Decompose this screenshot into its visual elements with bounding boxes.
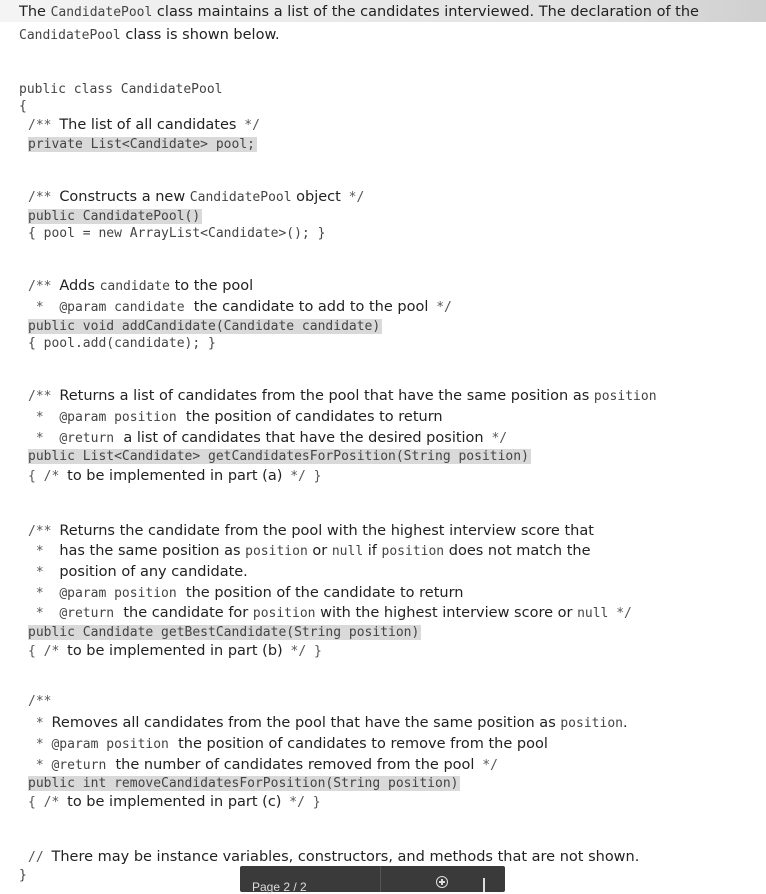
- best-comment-line-3: * position of any candidate.: [28, 564, 248, 580]
- page-indicator: Page 2 / 2: [252, 880, 307, 894]
- footer-comment: // There may be instance variables, constructors, and methods that are not shown.: [28, 849, 640, 865]
- pool-field: private List<Candidate> pool;: [28, 137, 255, 152]
- best-signature: public Candidate getBestCandidate(String position): [28, 625, 420, 640]
- getpos-comment-line-3: * @return a list of candidates that have the desired position */: [28, 430, 508, 446]
- add-body: { pool.add(candidate); }: [28, 336, 216, 351]
- toolbar-divider: [380, 866, 381, 892]
- best-body: { /* to be implemented in part (b) */ }: [28, 643, 322, 659]
- remove-comment-line-3: * @return the number of candidates removed from the pool */: [28, 757, 498, 773]
- page-toolbar[interactable]: [240, 866, 505, 892]
- getpos-signature: public List<Candidate> getCandidatesForPosition(String position): [28, 449, 529, 464]
- remove-comment-open: /**: [28, 694, 52, 709]
- zoom-in-icon[interactable]: [436, 876, 448, 888]
- best-comment-line-1: /** Returns the candidate from the pool with the highest interview score that: [28, 523, 594, 539]
- remove-comment-line-1: * Removes all candidates from the pool that have the same position as position.: [28, 715, 628, 731]
- open-brace: {: [19, 99, 27, 114]
- zoom-out-icon[interactable]: [483, 878, 485, 892]
- add-signature: public void addCandidate(Candidate candidate): [28, 319, 381, 334]
- remove-body: { /* to be implemented in part (c) */ }: [28, 794, 321, 810]
- pool-comment: /** The list of all candidates */: [28, 117, 260, 133]
- add-comment-line-1: /** Adds candidate to the pool: [28, 278, 254, 294]
- getpos-comment-line-2: * @param position the position of candidates to return: [28, 409, 443, 425]
- constructor-body: { pool = new ArrayList<Candidate>(); }: [28, 226, 326, 241]
- best-comment-line-4: * @param position the position of the candidate to return: [28, 585, 464, 601]
- intro-code: CandidatePool: [50, 5, 153, 20]
- close-brace: }: [19, 868, 27, 883]
- best-comment-line-2: * has the same position as position or null if position does not match the: [28, 543, 591, 559]
- best-comment-line-5: * @return the candidate for position with the highest interview score or null */: [28, 605, 632, 621]
- intro-text: class is shown below.: [120, 27, 280, 43]
- intro-code: CandidatePool: [19, 28, 121, 43]
- class-declaration: public class CandidatePool: [19, 82, 223, 97]
- intro-text: class maintains a list of the candidates interviewed. The declaration of the: [152, 4, 699, 20]
- constructor-comment: /** Constructs a new CandidatePool object */: [28, 189, 365, 205]
- remove-signature: public int removeCandidatesForPosition(String position): [28, 776, 459, 791]
- getpos-comment-line-1: /** Returns a list of candidates from the pool that have the same position as position: [28, 388, 657, 404]
- remove-comment-line-2: * @param position the position of candidates to remove from the pool: [28, 736, 548, 752]
- add-comment-line-2: * @param candidate the candidate to add to the pool */: [28, 299, 452, 315]
- getpos-body: { /* to be implemented in part (a) */ }: [28, 468, 322, 484]
- constructor-signature: public CandidatePool(): [28, 209, 201, 224]
- intro-text: The: [19, 4, 51, 20]
- intro-paragraph: [19, 1, 749, 47]
